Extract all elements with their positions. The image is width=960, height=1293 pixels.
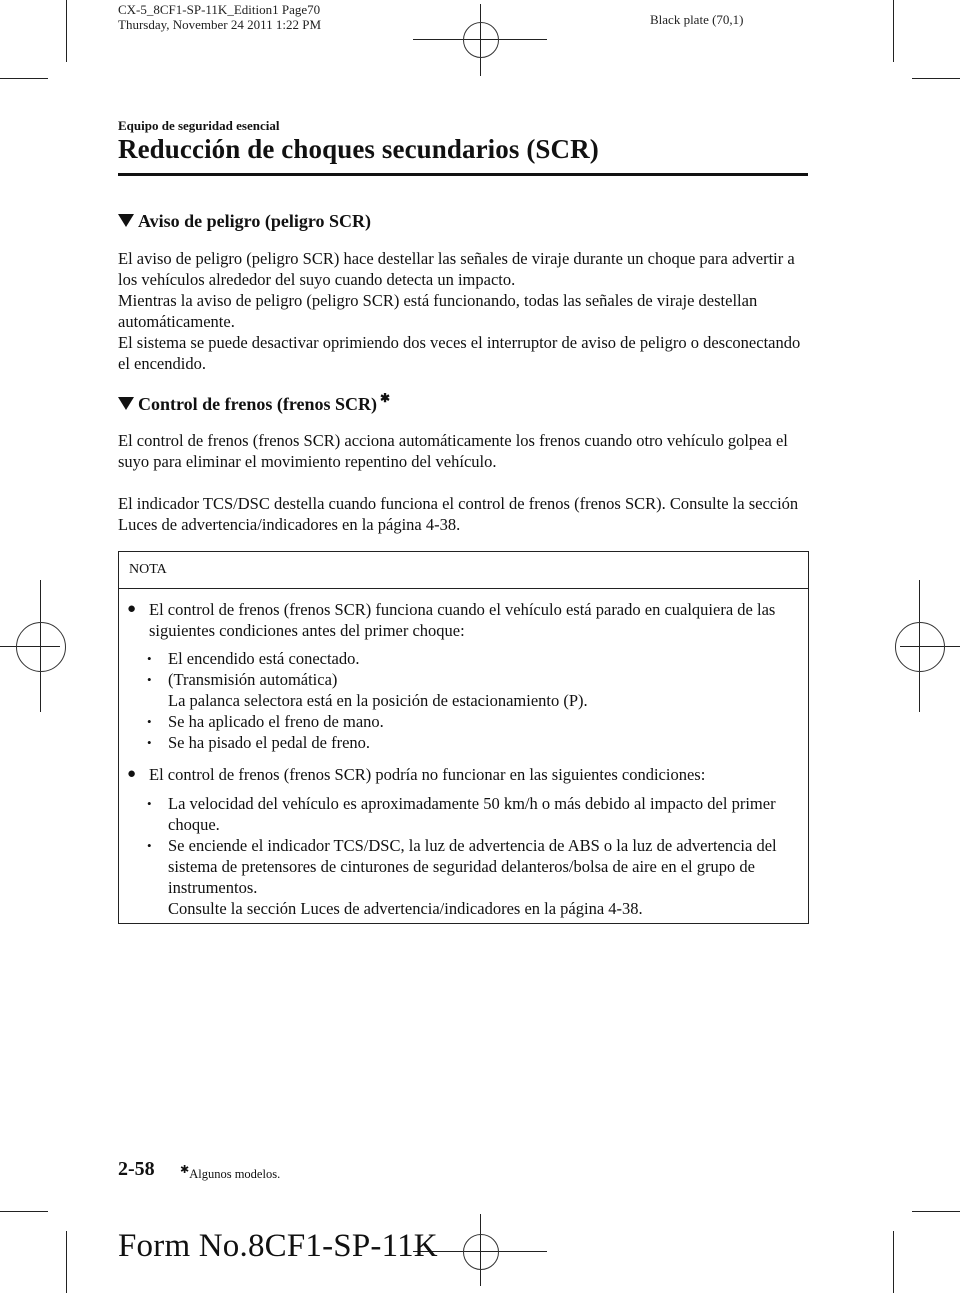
footnote [180, 1164, 281, 1182]
note-sub-item-text: La velocidad del vehículo es aproximadamente 50 km/h o más debido al impacto del primer choque. [168, 794, 776, 834]
section2-heading-text: Control de frenos (frenos SCR) [138, 394, 377, 414]
sub-bullet-icon: • [147, 672, 152, 687]
note-sub-item-text: La palanca selectora está en la posición de estacionamiento (P). [168, 691, 588, 710]
sub-bullet-icon: • [147, 651, 152, 666]
triangle-icon [118, 397, 134, 410]
note-bullet-text: El control de frenos (frenos SCR) funciona cuando el vehículo está parado en cualquiera de las siguientes condiciones antes del primer choque: [149, 600, 776, 640]
registration-circle-bottom [463, 1234, 499, 1270]
sub-bullet-icon: • [147, 735, 152, 750]
registration-circle-left [16, 622, 66, 672]
section-label: Equipo de seguridad esencial [118, 118, 280, 133]
sub-bullet-icon: • [147, 796, 152, 811]
form-number: Form No.8CF1-SP-11K [118, 1228, 438, 1264]
section1-paragraph: El sistema se puede desactivar oprimiendo dos veces el interruptor de aviso de peligro o desconectando el encendido. [118, 333, 801, 373]
registration-circle-right [895, 622, 945, 672]
note-sub-item-text: Consulte la sección Luces de advertencia/indicadores en la página 4-38. [168, 899, 643, 918]
section1-paragraph: Mientras la aviso de peligro (peligro SCR) está funcionando, todas las señales de viraje destellan automáticamente. [118, 291, 758, 331]
bullet-dot-icon: ● [127, 766, 137, 782]
bullet-dot-icon: ● [127, 601, 137, 617]
registration-circle-top [463, 22, 499, 58]
section2-paragraph1: El control de frenos (frenos SCR) acciona automáticamente los frenos cuando otro vehículo golpea el suyo para eliminar el movimiento repentino del vehículo. [118, 431, 788, 471]
note-bullet-text: El control de frenos (frenos SCR) podría no funcionar en las siguientes condiciones: [149, 765, 706, 784]
note-sub-item-text: (Transmisión automática) [168, 670, 338, 689]
note-sub-item-text: El encendido está conectado. [168, 649, 360, 668]
note-header [119, 552, 808, 589]
sub-bullet-icon: • [147, 714, 152, 729]
note-box [118, 551, 809, 924]
page-number: 2-58 [118, 1158, 155, 1180]
star-icon: ✱ [180, 1164, 190, 1176]
footnote-text: Algunos modelos. [189, 1167, 281, 1181]
star-icon: ✱ [380, 391, 391, 405]
print-info-line1: CX-5_8CF1-SP-11K_Edition1 Page70 [118, 2, 321, 17]
note-sub-item-text: Se enciende el indicador TCS/DSC, la luz de advertencia de ABS o la luz de advertencia del sistema de pretensores de cinturones de seguridad delanteros/bolsa de aire en el grupo de instrumentos. [168, 836, 777, 897]
page-title: Reducción de choques secundarios (SCR) [118, 134, 599, 164]
section1-paragraph: El aviso de peligro (peligro SCR) hace destellar las señales de viraje durante un choque para advertir a los vehículos alrededor del suyo cuando detecta un impacto. [118, 249, 795, 289]
print-info [118, 2, 321, 32]
section2-paragraph2: El indicador TCS/DSC destella cuando funciona el control de frenos (frenos SCR). Consulte la sección Luces de advertencia/indicadores en la página 4-38. [118, 494, 799, 534]
note-sub-item-text: Se ha pisado el pedal de freno. [168, 733, 371, 752]
sub-bullet-icon: • [147, 838, 152, 853]
section1-heading-text: Aviso de peligro (peligro SCR) [138, 211, 371, 231]
title-rule [118, 173, 808, 176]
section2-heading [118, 391, 391, 415]
section1-body [118, 248, 808, 374]
print-info-line2: Thursday, November 24 2011 1:22 PM [118, 17, 322, 32]
section1-heading [118, 211, 371, 232]
note-sub-item-text: Se ha aplicado el freno de mano. [168, 712, 384, 731]
plate-label: Black plate (70,1) [650, 12, 744, 27]
triangle-icon [118, 214, 134, 227]
note-label: NOTA [129, 562, 167, 577]
